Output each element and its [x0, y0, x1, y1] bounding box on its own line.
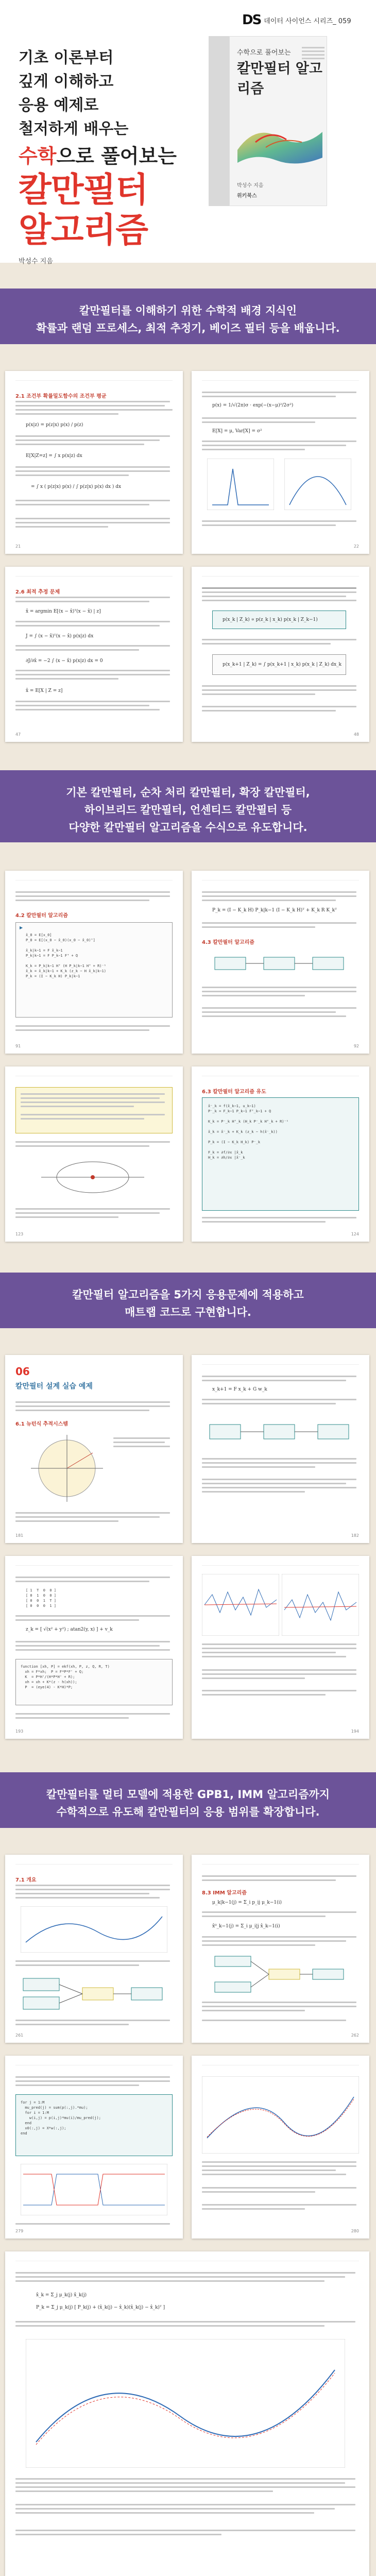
section-heading: 4.2 칼만필터 알고리즘 [15, 913, 68, 919]
sample-page-10: x_k+1 = F x_k + G w_k 182 [192, 1355, 369, 1543]
banner-line: 다양한 칼만필터 알고리즘을 수식으로 유도합니다. [69, 821, 307, 834]
book-title-line: 알고리즘 [19, 210, 148, 250]
page-header [202, 1362, 359, 1365]
page-number: 193 [15, 1729, 24, 1734]
sample-page-13 [5, 1855, 183, 2043]
series-logo [242, 12, 351, 28]
page-header [15, 1563, 173, 1566]
book-cover-title: 칼만필터 알고리즘 [237, 61, 322, 97]
page-header [15, 2063, 173, 2065]
page-number: 47 [15, 732, 21, 737]
page-header [15, 1862, 173, 1865]
page-number: 92 [353, 1044, 359, 1048]
book-front [229, 36, 327, 206]
trajectory-plot [21, 1906, 167, 1953]
page-number: 279 [15, 2229, 24, 2233]
sample-page-9 [5, 1355, 183, 1543]
page-number: 48 [353, 732, 359, 737]
sample-page-6: P_k = (I − K_k H) P_k|k−1 (I − K_k H)ᵀ + K_k R K_kᵀ 4.3 칼만필터 알고리즘 92 [192, 871, 369, 1054]
section-heading: 7.1 개요 [15, 1877, 37, 1883]
banner-line: 수학적으로 유도해 칼만필터의 응용 범위를 확장합니다. [56, 1806, 320, 1818]
page-number: 181 [15, 1533, 24, 1538]
hero-lead-line: 기초 이론부터 [19, 49, 114, 67]
banner-line: 칼만필터를 멀티 모델에 적용한 GPB1, IMM 알고리즘까지 [46, 1788, 330, 1801]
page-header [15, 2259, 359, 2261]
section-heading: 2.6 최적 추정 문제 [15, 589, 60, 595]
sample-page-15: for j = 1:M mu_pred(j) = sum(p(:,j).*mu); for i = 1:M w(i,j) = p(i,j)*mu(i)/mu_pred(j); end x0(:,j) = X*w(:,j); end 279 [5, 2056, 183, 2239]
sensor-diagram [36, 1154, 149, 1200]
page-header [15, 574, 173, 577]
imm-flow-diagram [212, 1954, 346, 1995]
sample-page-11: [ 1 T 0 0 ] [ 0 1 0 0 ] [ 0 0 1 T ] [ 0 0 0 1 ] z_k = [ √(x² + y²) ; atan2(y, x) ] + v_k function [xh, P] = ekf(xh, P, z, Q, R, T) xh = F*xh; P = F*P*F' + Q; K = P*H'/(H*P*H' + R); xh = xh + K*(z - h(xh)); P = (eye(4) - K*H)*P; 193 [5, 1556, 183, 1739]
hero-lead-line: 응용 예제로 [19, 96, 99, 114]
page-number: 91 [15, 1044, 21, 1048]
page-number: 22 [353, 544, 359, 549]
sample-page-2: p(x) = 1/√(2π)σ · exp(−(x−μ)²/2σ²) E[X] = μ, Var[X] = σ² 22 [192, 371, 369, 554]
feature-banner-4 [0, 1772, 376, 1828]
book-title [19, 170, 148, 250]
feature-banner-3 [0, 1273, 376, 1328]
page-header [202, 878, 359, 880]
page-number: 123 [15, 1232, 24, 1236]
book-title-line: 칼만필터 [19, 170, 148, 210]
hero-lead-line: 철저하게 배우는 [19, 120, 129, 138]
imm-block-diagram [21, 1973, 167, 2014]
book-cover-publisher: 위키북스 [237, 193, 257, 199]
result-plot-2 [282, 1574, 359, 1636]
banner-line: 기본 칼만필터, 순차 처리 칼만필터, 확장 칼만필터, [66, 786, 310, 799]
sample-page-5: 4.2 칼만필터 알고리즘 ▶ x̂_0 = E[x_0] P_0 = E[(x_0 − x̂_0)(x_0 − x̂_0)ᵀ] x̂_k|k−1 = F x̂_k−1 P_k|k−1 = F P_k−1 Fᵀ + Q K_k = P_k|k−1 Hᵀ (H P_k|k−1 Hᵀ + R)⁻¹ x̂_k = x̂_k|k−1 + K_k (z_k − H x̂_k|k−1) P_k = (I − K_k H) P_k|k−1 91 [5, 871, 183, 1054]
pdf-plot-right [284, 459, 351, 510]
banner-line: 칼만필터를 이해하기 위한 수학적 배경 지식인 [79, 304, 297, 317]
section-heading: 6.1 뉴턴식 추적시스템 [15, 1421, 68, 1427]
hero-subtitle-accent: 수학 [19, 145, 57, 167]
banner-line: 매트랩 코드로 구현합니다. [125, 1306, 251, 1318]
final-result-plot [26, 2339, 345, 2468]
sample-page-4: p(x_k | Z_k) ∝ p(z_k | x_k) p(x_k | Z_k−1) p(x_k+1 | Z_k) = ∫ p(x_k+1 | x_k) p(x_k | Z_k) dx_k 48 [192, 567, 369, 742]
sample-page-16 [192, 2056, 369, 2239]
page-header [15, 878, 173, 880]
page-header [202, 1563, 359, 1566]
hero-lead-line: 깊게 이해하고 [19, 73, 114, 91]
page-header [15, 378, 173, 381]
hero-author: 박성수 지음 [19, 258, 53, 265]
banner-line: 하이브리드 칼만필터, 언센티드 칼만필터 등 [84, 804, 292, 816]
sample-page-3: 2.6 최적 추정 문제 x̂ = argmin E[(x − x̂)ᵀ(x − x̂) | z] J = ∫ (x − x̂)ᵀ(x − x̂) p(x|z) dx ∂J/∂x̂ = −2 ∫ (x − x̂) p(x|z) dx = 0 x̂ = E[X | Z = z] 47 [5, 567, 183, 742]
page-number: 182 [351, 1533, 359, 1538]
system-block-diagram [207, 1414, 354, 1450]
series-logo-mark: DS [242, 12, 261, 28]
book-cover-blurb [302, 47, 324, 59]
page-number: 280 [351, 2229, 359, 2233]
sample-page-7 [5, 1066, 183, 1242]
pdf-plot-left [207, 459, 274, 510]
page-number: 262 [351, 2033, 359, 2038]
section-heading: 2.1 조건부 확률밀도함수의 조건부 평균 [15, 394, 107, 399]
hero-subtitle-rest: 으로 풀어보는 [56, 145, 177, 167]
book-cover-author: 박성수 지음 [237, 183, 264, 189]
page-header [202, 574, 359, 577]
hero-subtitle [19, 140, 177, 168]
chapter-title: 칼만필터 설계 실습 예제 [15, 1382, 93, 1391]
section-heading: 4.3 칼만필터 알고리즘 [202, 940, 254, 945]
book-cover [209, 36, 327, 206]
cover-surface-illustration [235, 114, 325, 171]
page-number: 21 [15, 544, 21, 549]
result-plot-1 [202, 1574, 279, 1636]
filter-block-diagram [212, 948, 346, 979]
hero-lead [19, 46, 128, 141]
book-cover-subtitle: 수학으로 풀어보는 [237, 49, 291, 57]
banner-line: 칼만필터 알고리즘을 5가지 응용문제에 적용하고 [72, 1289, 304, 1301]
sample-page-14: 8.3 IMM 알고리즘 μ_k|k−1(j) = Σ_i p_ij μ_k−1(i) x̂⁰_k−1(j) = Σ_i μ_i|j x̂_k−1(i) 262 [192, 1855, 369, 2043]
sample-page-8: 6.3 칼만필터 알고리즘 유도 x̂⁻_k = f(x̂_k−1, u_k−1) P⁻_k = F_k−1 P_k−1 Fᵀ_k−1 + Q K_k = P⁻_k Hᵀ_k (H_k P⁻_k Hᵀ_k + R)⁻¹ x̂_k = x̂⁻_k + K_k (z_k − h(x̂⁻_k)) P_k = (I − K_k H_k) P⁻_k F_k = ∂f/∂x |x̂_k H_k = ∂h/∂x |x̂⁻_k 124 [192, 1066, 369, 1242]
chapter-number: 06 [15, 1365, 30, 1378]
banner-line: 확률과 랜덤 프로세스, 최적 추정기, 베이즈 필터 등을 배웁니다. [36, 322, 340, 334]
feature-banner-2 [0, 770, 376, 842]
mode-probability-plot [21, 2164, 167, 2215]
page-number: 194 [351, 1729, 359, 1734]
page-header [202, 2063, 359, 2065]
page-header [202, 1862, 359, 1865]
tracking-circle-diagram [26, 1432, 108, 1504]
page-header [15, 1074, 173, 1076]
sample-page-1: 2.1 조건부 확률밀도함수의 조건부 평균 p(x|z) = p(z|x) p(x) / p(z) E[X|Z=z] = ∫ x p(x|z) dx = ∫ x ( p(z|x) p(x) / ∫ p(z|x) p(x) dx ) dx 21 [5, 371, 183, 554]
section-heading: 6.3 칼만필터 알고리즘 유도 [202, 1089, 266, 1095]
page-header [202, 1074, 359, 1076]
series-name: 데이터 사이언스 시리즈_ 059 [264, 17, 351, 25]
section-heading: 8.3 IMM 알고리즘 [202, 1890, 247, 1896]
imm-result-plot [202, 2076, 359, 2154]
page-number: 261 [15, 2033, 24, 2038]
page-header [202, 378, 359, 381]
feature-banner-1 [0, 289, 376, 344]
sample-page-12 [192, 1556, 369, 1739]
hero-section [0, 0, 376, 263]
sample-page-17: x̂_k = Σ_j μ_k(j) x̂_k(j) P_k = Σ_j μ_k(j) [ P_k(j) + (x̂_k(j) − x̂_k)(x̂_k(j) − x̂_k)ᵀ ] [5, 2251, 369, 2576]
page-number: 124 [351, 1232, 359, 1236]
book-spine [209, 36, 229, 206]
